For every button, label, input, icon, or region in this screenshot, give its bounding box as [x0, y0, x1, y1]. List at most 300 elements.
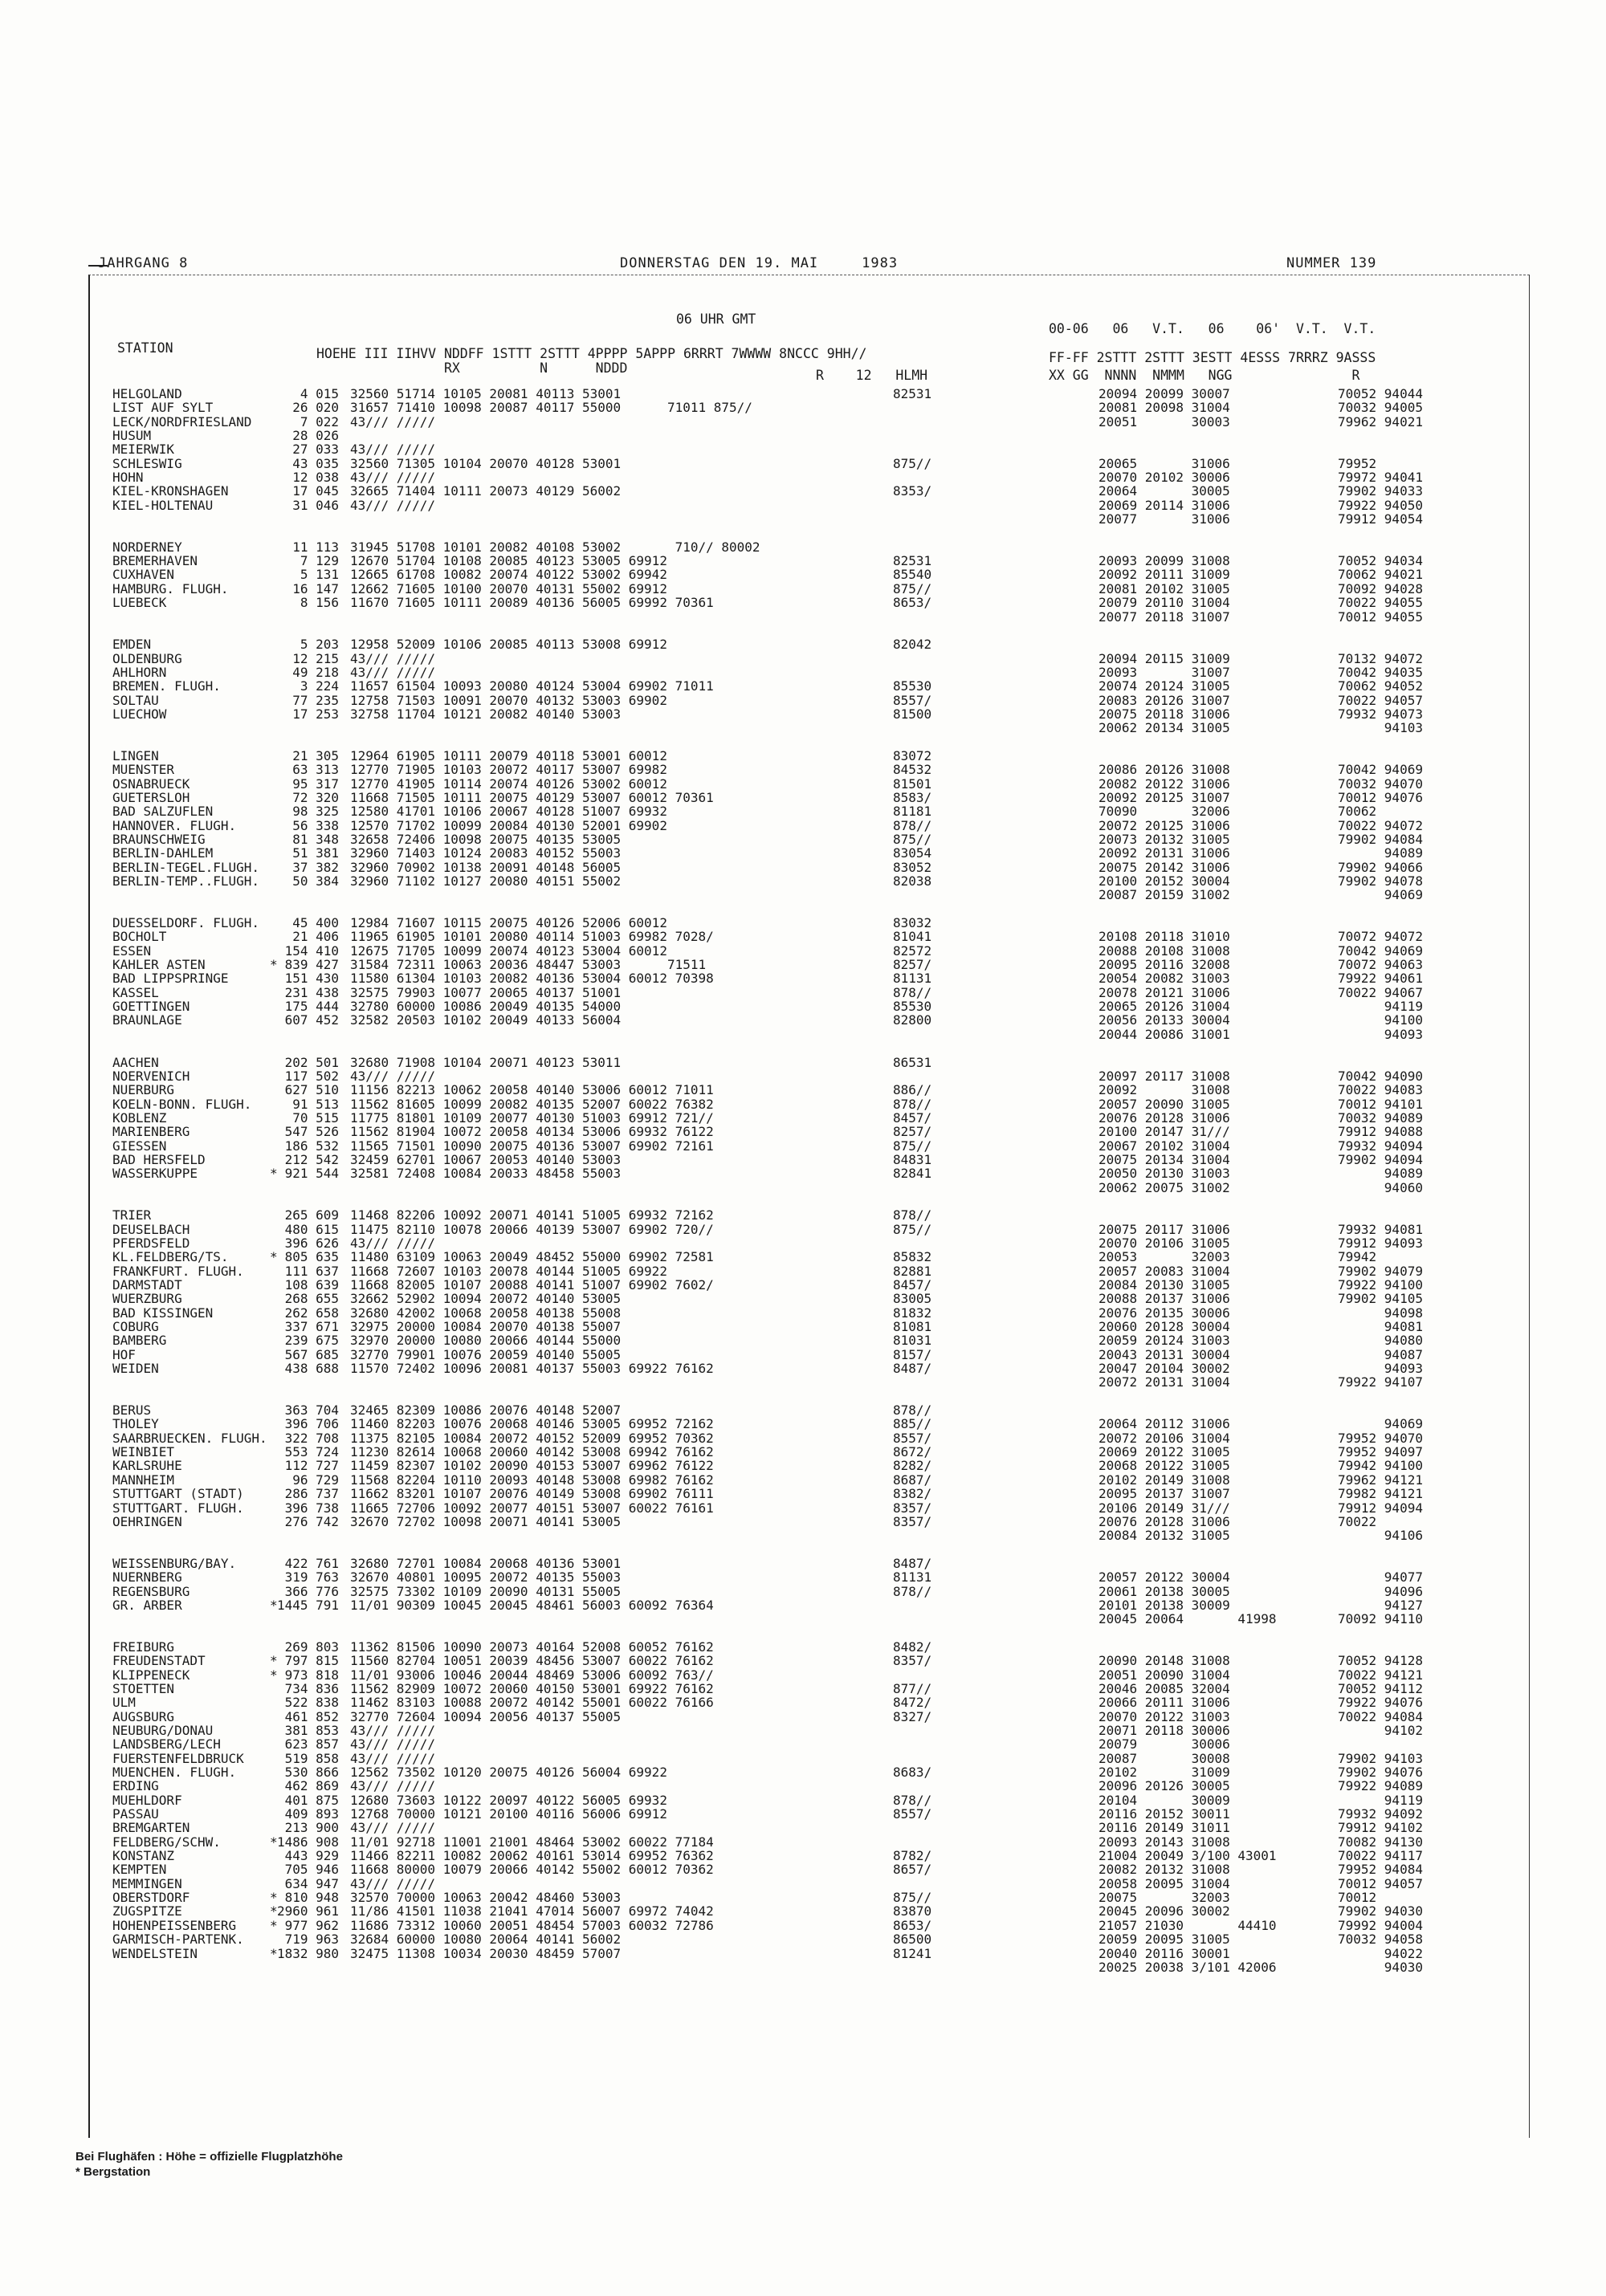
height-index: 81 348 — [292, 832, 339, 847]
height-index: 5 131 — [300, 567, 339, 583]
station-name: MARIENBERG — [112, 1124, 190, 1140]
obs-groups: 32680 71908 10104 20071 40123 53011 — [350, 1054, 622, 1070]
obs-groups: 32570 70000 10063 20042 48460 53003 — [350, 1890, 622, 1906]
height-index: 396 738 — [284, 1500, 339, 1516]
extra-groups: 20100 20152 30004 — [1099, 873, 1230, 889]
extra-groups: 20081 20102 31005 — [1099, 580, 1230, 596]
right-heading-row2: FF-FF 2STTT 2STTT 3ESTT 4ESSS 7RRRZ 9ASSS — [1049, 350, 1376, 365]
station-name: KL.FELDBERG/TS. — [112, 1249, 229, 1265]
obs-groups: 43/// ///// — [350, 1875, 435, 1891]
station-name: BAD LIPPSPRINGE — [112, 971, 229, 987]
rain-groups: 79912 94102 — [1338, 1820, 1423, 1836]
station-name: OBERSTDORF — [112, 1890, 190, 1906]
obs-groups: 11480 63109 10063 20049 48452 55000 69902 72581 — [350, 1249, 714, 1265]
rain-groups: 79902 94094 — [1338, 1151, 1423, 1167]
rain-groups: 79912 94093 — [1338, 1235, 1423, 1251]
height-index: 1832 980 — [276, 1945, 339, 1961]
rain-groups: 79932 94081 — [1338, 1221, 1423, 1237]
obs-groups: 43/// ///// — [350, 664, 435, 680]
extra-groups: 20116 20149 31011 — [1099, 1820, 1230, 1836]
rain-groups: 70052 94128 — [1338, 1653, 1423, 1669]
obs-groups: 43/// ///// — [350, 413, 435, 429]
rain-groups: 94069 — [1338, 1416, 1423, 1432]
extra-groups: 20094 20115 31009 — [1099, 650, 1230, 666]
cloud-group: 8327/ — [893, 1708, 932, 1724]
cloud-group: 8653/ — [893, 595, 932, 611]
obs-groups: 12958 52009 10106 20085 40113 53008 69912 — [350, 637, 667, 653]
height-index: 49 218 — [292, 664, 339, 680]
height-index: 268 655 — [284, 1291, 339, 1307]
extra-groups: 20084 20132 31005 — [1099, 1528, 1230, 1544]
obs-groups: 31584 72311 10063 20036 48447 53003 71511 — [350, 957, 707, 973]
cloud-group: 8472/ — [893, 1695, 932, 1711]
cloud-group: 878// — [893, 1792, 932, 1808]
rain-groups: 94127 — [1338, 1597, 1423, 1613]
station-name: OSNABRUECK — [112, 776, 190, 792]
cloud-group: 82841 — [893, 1166, 932, 1182]
cloud-group: 875// — [893, 1890, 932, 1906]
extra-groups: 20087 20159 31002 — [1099, 887, 1230, 903]
extra-groups: 20046 20085 32004 — [1099, 1680, 1230, 1696]
height-index: 98 325 — [292, 804, 339, 820]
extra-groups: 20051 30003 — [1099, 413, 1230, 429]
station-name: GIESSEN — [112, 1138, 167, 1154]
height-index: 1486 908 — [276, 1834, 339, 1850]
rain-groups: 94093 — [1338, 1026, 1423, 1042]
rain-groups: 94030 — [1338, 1959, 1423, 1975]
height-index: 480 615 — [284, 1221, 339, 1237]
rain-groups: 70012 94076 — [1338, 789, 1423, 805]
rain-groups: 70022 94067 — [1338, 984, 1423, 1000]
extra-groups: 20088 20137 31006 — [1099, 1291, 1230, 1307]
extra-groups: 20082 20132 31008 — [1099, 1862, 1230, 1878]
extra-groups: 20090 20148 31008 — [1099, 1653, 1230, 1669]
station-name: LUEBECK — [112, 595, 167, 611]
height-index: 805 635 — [284, 1249, 339, 1265]
height-index: 381 853 — [284, 1723, 339, 1738]
extra-groups: 20064 30005 — [1099, 483, 1230, 499]
obs-groups: 12675 71705 10099 20074 40123 53004 60012 — [350, 942, 667, 959]
cloud-group: 875// — [893, 455, 932, 471]
station-name: GARMISCH-PARTENK. — [112, 1932, 244, 1948]
obs-groups: 43/// ///// — [350, 1235, 435, 1251]
obs-groups: 11965 61905 10101 20080 40114 51003 69982 7028/ — [350, 929, 714, 945]
rain-groups: 79902 94066 — [1338, 859, 1423, 875]
station-name: HELGOLAND — [112, 386, 182, 401]
height-index: 7 129 — [300, 553, 339, 569]
rain-groups: 79952 94084 — [1338, 1862, 1423, 1878]
height-index: 77 235 — [292, 692, 339, 708]
obs-groups: 11560 82704 10051 20039 48456 53007 60022 76162 — [350, 1653, 714, 1669]
rain-groups: 70032 94089 — [1338, 1109, 1423, 1126]
height-index: 522 838 — [284, 1695, 339, 1711]
rain-groups: 70072 94063 — [1338, 957, 1423, 973]
cloud-group: 85530 — [893, 678, 932, 694]
height-index: 37 382 — [292, 859, 339, 875]
height-index: 212 542 — [284, 1151, 339, 1167]
obs-groups: 43/// ///// — [350, 497, 435, 513]
obs-groups: 32560 71305 10104 20070 40128 53001 — [350, 455, 622, 471]
obs-groups: 32670 72702 10098 20071 40141 53005 — [350, 1513, 622, 1529]
station-name: REGENSBURG — [112, 1583, 190, 1599]
height-index: 95 317 — [292, 776, 339, 792]
height-index: 409 893 — [284, 1806, 339, 1822]
obs-groups: 32475 11308 10034 20030 48459 57007 — [350, 1945, 622, 1961]
station-name: NEUBURG/DONAU — [112, 1723, 214, 1738]
extra-groups: 20065 20126 31004 — [1099, 999, 1230, 1015]
station-name: LANDSBERG/LECH — [112, 1736, 221, 1753]
station-name: NORDERNEY — [112, 539, 182, 555]
rain-groups: 79902 94105 — [1338, 1291, 1423, 1307]
station-name: KONSTANZ — [112, 1848, 175, 1864]
cloud-group: 82531 — [893, 553, 932, 569]
height-index: 154 410 — [284, 942, 339, 959]
height-index: 810 948 — [284, 1890, 339, 1906]
station-name: MUENSTER — [112, 762, 175, 778]
extra-groups: 20116 20152 30011 — [1099, 1806, 1230, 1822]
obs-groups: 11668 82005 10107 20088 40141 51007 69902 7602/ — [350, 1277, 714, 1293]
cloud-group: 82531 — [893, 386, 932, 401]
height-index: 51 381 — [292, 845, 339, 861]
rain-groups: 70022 94055 — [1338, 595, 1423, 611]
rain-groups: 70092 94110 — [1338, 1611, 1423, 1627]
rain-groups: 79922 94061 — [1338, 971, 1423, 987]
station-name: KOELN-BONN. FLUGH. — [112, 1096, 252, 1112]
jahrgang-label: JAHRGANG 8 — [98, 255, 189, 271]
height-index: 28 026 — [292, 428, 339, 444]
station-name: HAMBURG. FLUGH. — [112, 580, 229, 596]
rain-groups: 79902 94030 — [1338, 1903, 1423, 1919]
station-name: OLDENBURG — [112, 650, 182, 666]
cloud-group: 83032 — [893, 915, 932, 931]
rain-groups: 79992 94004 — [1338, 1917, 1423, 1933]
cloud-group: 85530 — [893, 999, 932, 1015]
extra-groups: 20075 32003 — [1099, 1890, 1230, 1906]
rain-groups: 79952 — [1338, 455, 1377, 471]
height-index: 839 427 — [284, 957, 339, 973]
height-index: 719 963 — [284, 1932, 339, 1948]
station-name: WENDELSTEIN — [112, 1945, 198, 1961]
obs-groups: 32582 20503 10102 20049 40133 56004 — [350, 1012, 622, 1028]
rain-groups: 70032 94070 — [1338, 776, 1423, 792]
cloud-group: 875// — [893, 1138, 932, 1154]
extra-groups: 20075 20142 31006 — [1099, 859, 1230, 875]
extra-groups: 70090 32006 — [1099, 804, 1230, 820]
obs-groups: 11565 71501 10090 20075 40136 53007 69902 72161 — [350, 1138, 714, 1154]
extra-groups: 20076 20128 31006 — [1099, 1513, 1230, 1529]
rain-groups: 79922 94089 — [1338, 1778, 1423, 1794]
height-index: 70 515 — [292, 1109, 339, 1126]
cloud-group: 8353/ — [893, 483, 932, 499]
cloud-group: 86500 — [893, 1932, 932, 1948]
obs-groups: 11562 81605 10099 20082 40135 52007 60022 76382 — [350, 1096, 714, 1112]
cloud-group: 878// — [893, 817, 932, 833]
height-index: 50 384 — [292, 873, 339, 889]
obs-groups: 11668 80000 10079 20066 40142 55002 60012 70362 — [350, 1862, 714, 1878]
extra-groups: 20025 20038 3/101 42006 — [1099, 1959, 1277, 1975]
obs-groups: 11460 82203 10076 20068 40146 53005 69952 72162 — [350, 1416, 714, 1432]
extra-groups: 20086 20126 31008 — [1099, 762, 1230, 778]
extra-groups: 20056 20133 30004 — [1099, 1012, 1230, 1028]
extra-groups: 20083 20126 31007 — [1099, 692, 1230, 708]
cloud-group: 81500 — [893, 706, 932, 722]
obs-groups: 32459 62701 10067 20053 40140 53003 — [350, 1151, 622, 1167]
station-name: LIST AUF SYLT — [112, 400, 214, 416]
cloud-group: 886// — [893, 1082, 932, 1098]
station-name: BREMGARTEN — [112, 1820, 190, 1836]
height-index: 151 430 — [284, 971, 339, 987]
height-index: 567 685 — [284, 1346, 339, 1362]
rain-groups: 79902 94033 — [1338, 483, 1423, 499]
cloud-group: 8457/ — [893, 1109, 932, 1126]
station-name: MUENCHEN. FLUGH. — [112, 1765, 237, 1781]
height-index: 337 671 — [284, 1319, 339, 1335]
rain-groups: 70042 94090 — [1338, 1068, 1423, 1084]
obs-groups: 11/01 92718 11001 21001 48464 53002 60022 77184 — [350, 1834, 714, 1850]
obs-groups: 11475 82110 10078 20066 40139 53007 69902 720// — [350, 1221, 714, 1237]
height-index: 91 513 — [292, 1096, 339, 1112]
station-name: MUEHLDORF — [112, 1792, 182, 1808]
station-name: AACHEN — [112, 1054, 159, 1070]
height-index: 43 035 — [292, 455, 339, 471]
obs-groups: 32960 71102 10127 20080 40151 55002 — [350, 873, 622, 889]
extra-groups: 20054 20082 31003 — [1099, 971, 1230, 987]
rain-groups: 79922 94100 — [1338, 1277, 1423, 1293]
extra-groups: 20102 20149 31008 — [1099, 1472, 1230, 1488]
extra-groups: 20058 20095 31004 — [1099, 1875, 1230, 1891]
obs-groups: 12770 71905 10103 20072 40117 53007 69982 — [350, 762, 667, 778]
height-index: 12 038 — [292, 470, 339, 486]
extra-groups: 20101 20138 30009 — [1099, 1597, 1230, 1613]
station-name: SCHLESWIG — [112, 455, 182, 471]
extra-groups: 21057 21030 44410 — [1099, 1917, 1277, 1933]
extra-groups: 20074 20124 31005 — [1099, 678, 1230, 694]
extra-groups: 20070 20122 31003 — [1099, 1708, 1230, 1724]
station-name: KIEL-HOLTENAU — [112, 497, 214, 513]
rain-groups: 79902 94103 — [1338, 1750, 1423, 1766]
cloud-group: 81081 — [893, 1319, 932, 1335]
rain-groups: 94106 — [1338, 1528, 1423, 1544]
station-name: BOCHOLT — [112, 929, 167, 945]
station-name: KEMPTEN — [112, 1862, 167, 1878]
extra-groups: 20096 20126 30005 — [1099, 1778, 1230, 1794]
station-name: WUERZBURG — [112, 1291, 182, 1307]
height-index: 117 502 — [284, 1068, 339, 1084]
cloud-group: 8457/ — [893, 1277, 932, 1293]
extra-groups: 20076 20128 31006 — [1099, 1109, 1230, 1126]
height-index: 462 869 — [284, 1778, 339, 1794]
station-name: BRAUNLAGE — [112, 1012, 182, 1028]
height-index: 213 900 — [284, 1820, 339, 1836]
obs-groups: 43/// ///// — [350, 1723, 435, 1738]
height-index: 547 526 — [284, 1124, 339, 1140]
cloud-group: 8487/ — [893, 1361, 932, 1377]
height-index: 519 858 — [284, 1750, 339, 1766]
station-name: SAARBRUECKEN. FLUGH. — [112, 1430, 267, 1446]
extra-groups: 20075 20134 31004 — [1099, 1151, 1230, 1167]
station-heading: STATION — [117, 340, 173, 356]
height-index: 366 776 — [284, 1583, 339, 1599]
date-text: DONNERSTAG DEN 19. MAI — [620, 255, 819, 271]
obs-groups: 32575 79903 10077 20065 40137 51001 — [350, 984, 622, 1000]
height-index: 530 866 — [284, 1765, 339, 1781]
height-index: 262 658 — [284, 1305, 339, 1321]
station-name: KLIPPENECK — [112, 1667, 190, 1683]
mountain-station-marker: * — [270, 1653, 278, 1669]
height-index: 27 033 — [292, 442, 339, 458]
station-name: GUETERSLOH — [112, 789, 190, 805]
cloud-group: 81832 — [893, 1305, 932, 1321]
station-name: HOHENPEISSENBERG — [112, 1917, 237, 1933]
height-index: 31 046 — [292, 497, 339, 513]
mountain-station-marker: * — [270, 957, 278, 973]
height-index: 72 320 — [292, 789, 339, 805]
obs-groups: 32758 11704 10121 20082 40140 53003 — [350, 706, 622, 722]
cloud-group: 83005 — [893, 1291, 932, 1307]
cloud-group: 8672/ — [893, 1444, 932, 1460]
height-index: 202 501 — [284, 1054, 339, 1070]
extra-groups: 20082 20122 31006 — [1099, 776, 1230, 792]
obs-groups: 11/01 90309 10045 20045 48461 56003 60092 76364 — [350, 1597, 714, 1613]
mountain-station-marker: * — [270, 1890, 278, 1906]
cloud-group: 8557/ — [893, 692, 932, 708]
obs-groups: 11362 81506 10090 20073 40164 52008 60052 76162 — [350, 1639, 714, 1655]
height-index: 705 946 — [284, 1862, 339, 1878]
station-name: NOERVENICH — [112, 1068, 190, 1084]
cloud-group: 8687/ — [893, 1472, 932, 1488]
height-index: 322 708 — [284, 1430, 339, 1446]
obs-groups: 32970 20000 10080 20066 40144 55000 — [350, 1333, 622, 1349]
station-name: BERUS — [112, 1402, 152, 1419]
station-name: WEISSENBURG/BAY. — [112, 1555, 237, 1571]
extra-groups: 20045 20096 30002 — [1099, 1903, 1230, 1919]
obs-groups: 11462 83103 10088 20072 40142 55001 60022 76166 — [350, 1695, 714, 1711]
cloud-group: 8583/ — [893, 789, 932, 805]
cloud-group: 878// — [893, 1402, 932, 1419]
height-index: 175 444 — [284, 999, 339, 1015]
station-name: HOHN — [112, 470, 144, 486]
station-name: WASSERKUPPE — [112, 1166, 198, 1182]
cloud-group: 877// — [893, 1680, 932, 1696]
rain-groups: 94089 — [1338, 845, 1423, 861]
rain-groups: 70082 94130 — [1338, 1834, 1423, 1850]
rain-groups: 79912 94054 — [1338, 511, 1423, 527]
height-index: 623 857 — [284, 1736, 339, 1753]
extra-groups: 20062 20134 31005 — [1099, 720, 1230, 736]
station-name: GOETTINGEN — [112, 999, 190, 1015]
cloud-group: 8257/ — [893, 957, 932, 973]
station-name: BRAUNSCHWEIG — [112, 832, 206, 847]
obs-groups: 43/// ///// — [350, 442, 435, 458]
obs-groups: 12770 41905 10114 20074 40126 53002 60012 — [350, 776, 667, 792]
mountain-station-marker: * — [270, 1834, 278, 1850]
station-name: BAD KISSINGEN — [112, 1305, 214, 1321]
obs-groups: 11468 82206 10092 20071 40141 51005 69932 72162 — [350, 1207, 714, 1223]
rain-groups: 70132 94072 — [1338, 650, 1423, 666]
height-index: 12 215 — [292, 650, 339, 666]
station-name: FELDBERG/SCHW. — [112, 1834, 221, 1850]
rain-groups: 70062 — [1338, 804, 1377, 820]
cloud-group: 82572 — [893, 942, 932, 959]
obs-groups: 32684 60000 10080 20064 40141 56002 — [350, 1932, 622, 1948]
extra-groups: 20053 32003 — [1099, 1249, 1230, 1265]
cloud-group: 8683/ — [893, 1765, 932, 1781]
rain-groups: 70072 94072 — [1338, 929, 1423, 945]
obs-groups: 12562 73502 10120 20075 40126 56004 69922 — [350, 1765, 667, 1781]
obs-groups: 11459 82307 10102 20090 40153 53007 69962 76122 — [350, 1458, 714, 1474]
extra-groups: 20075 20117 31006 — [1099, 1221, 1230, 1237]
height-index: 443 929 — [284, 1848, 339, 1864]
date-label — [620, 255, 898, 271]
obs-groups: 11580 61304 10103 20082 40136 53004 60012 70398 — [350, 971, 714, 987]
rain-groups: 70022 94083 — [1338, 1082, 1423, 1098]
extra-groups: 20061 20138 30005 — [1099, 1583, 1230, 1599]
obs-groups: 11/01 93006 10046 20044 48469 53006 60092 763// — [350, 1667, 714, 1683]
cloud-group: 8557/ — [893, 1430, 932, 1446]
footnote-airport: Bei Flughäfen : Höhe = offizielle Flugplatzhöhe — [75, 2150, 343, 2164]
cloud-group: 83054 — [893, 845, 932, 861]
cloud-group: 82038 — [893, 873, 932, 889]
obs-groups: 43/// ///// — [350, 1068, 435, 1084]
footnote-mountain: * Bergstation — [75, 2165, 151, 2179]
obs-groups: 12570 71702 10099 20084 40130 52001 69902 — [350, 817, 667, 833]
cloud-group: 81501 — [893, 776, 932, 792]
height-index: 396 626 — [284, 1235, 339, 1251]
station-name: LECK/NORDFRIESLAND — [112, 413, 252, 429]
height-index: 17 045 — [292, 483, 339, 499]
obs-groups: 11668 72607 10103 20078 40144 51005 69922 — [350, 1263, 667, 1279]
rain-groups: 70042 94069 — [1338, 762, 1423, 778]
obs-groups: 11668 71505 10111 20075 40129 53007 60012 70361 — [350, 789, 714, 805]
extra-groups: 20092 20125 31007 — [1099, 789, 1230, 805]
cloud-group: 8482/ — [893, 1639, 932, 1655]
height-index: 363 704 — [284, 1402, 339, 1419]
height-index: 396 706 — [284, 1416, 339, 1432]
rain-groups: 70062 94021 — [1338, 567, 1423, 583]
extra-groups: 20059 20124 31003 — [1099, 1333, 1230, 1349]
cloud-group: 81041 — [893, 929, 932, 945]
obs-groups: 31657 71410 10098 20087 40117 55000 71011 875// — [350, 400, 752, 416]
extra-groups: 20067 20102 31004 — [1099, 1138, 1230, 1154]
cloud-group: 8382/ — [893, 1486, 932, 1502]
rain-groups: 70052 94112 — [1338, 1680, 1423, 1696]
cloud-group: 81131 — [893, 971, 932, 987]
height-index: 276 742 — [284, 1513, 339, 1529]
mountain-station-marker: * — [270, 1917, 278, 1933]
cloud-group: 875// — [893, 832, 932, 847]
station-name: HANNOVER. FLUGH. — [112, 817, 237, 833]
cloud-group: 83870 — [893, 1903, 932, 1919]
obs-groups: 12758 71503 10091 20070 40132 53003 69902 — [350, 692, 667, 708]
extra-groups: 20065 31006 — [1099, 455, 1230, 471]
station-name: PFERDSFELD — [112, 1235, 190, 1251]
cloud-group: 83052 — [893, 859, 932, 875]
obs-groups: 11562 81904 10072 20058 40134 53006 69932 76122 — [350, 1124, 714, 1140]
cloud-group: 8357/ — [893, 1500, 932, 1516]
mountain-station-marker: * — [270, 1597, 278, 1613]
extra-groups: 20093 20099 31008 — [1099, 553, 1230, 569]
rain-groups: 94060 — [1338, 1179, 1423, 1195]
station-name: TRIER — [112, 1207, 152, 1223]
extra-groups: 20100 20147 31/// — [1099, 1124, 1230, 1140]
rain-groups: 70022 94084 — [1338, 1708, 1423, 1724]
rain-groups: 79922 94050 — [1338, 497, 1423, 513]
cloud-group: 84831 — [893, 1151, 932, 1167]
extra-groups: 20097 20117 31008 — [1099, 1068, 1230, 1084]
obs-groups: 43/// ///// — [350, 1820, 435, 1836]
station-name: MEIERWIK — [112, 442, 175, 458]
rain-groups: 79902 94076 — [1338, 1765, 1423, 1781]
